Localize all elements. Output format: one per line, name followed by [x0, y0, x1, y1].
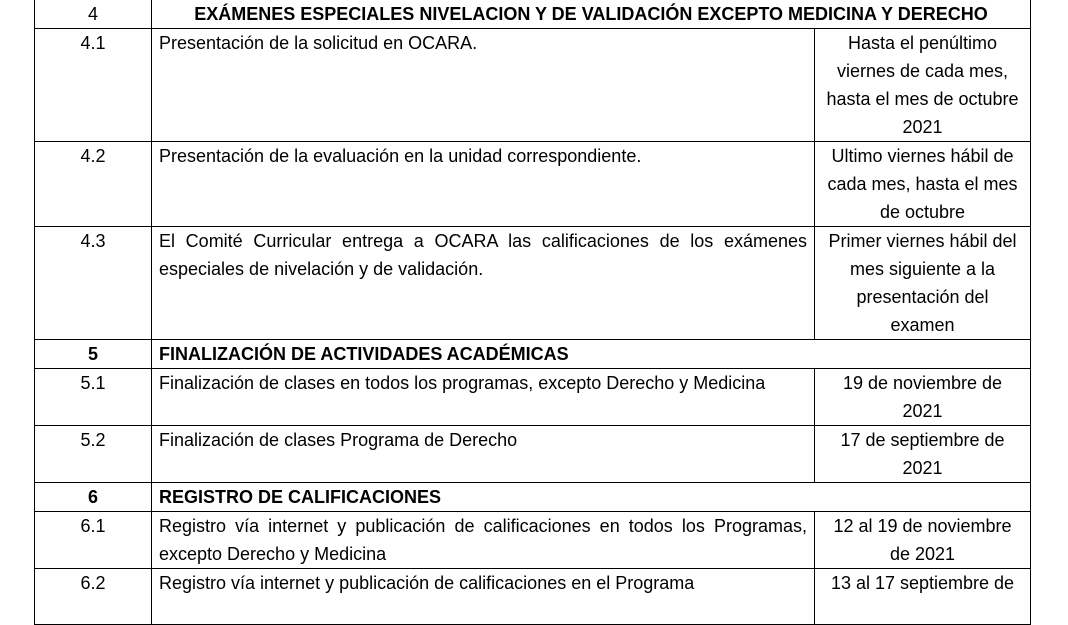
section-row-6 [35, 483, 1031, 512]
calendar-table-page [34, 0, 1030, 625]
item-number: 4.3 [35, 227, 152, 340]
item-date: Primer viernes hábil del mes siguiente a la presentación del examen [815, 227, 1031, 340]
item-description: Registro vía internet y publicación de calificaciones en el Programa [152, 569, 815, 625]
table-row-6-2 [35, 569, 1031, 625]
item-number: 4.2 [35, 142, 152, 227]
item-date: 12 al 19 de noviembre de 2021 [815, 512, 1031, 569]
section-number: 4 [35, 0, 152, 29]
item-number: 6.2 [35, 569, 152, 625]
item-date: Hasta el penúltimo viernes de cada mes, hasta el mes de octubre 2021 [815, 29, 1031, 142]
item-description: Registro vía internet y publicación de calificaciones en todos los Programas, excepto Derecho y Medicina [152, 512, 815, 569]
section-number: 5 [35, 340, 152, 369]
table-row-5-2 [35, 426, 1031, 483]
academic-calendar-table [34, 0, 1031, 625]
item-description: El Comité Curricular entrega a OCARA las calificaciones de los exámenes especiales de nivelación y de validación. [152, 227, 815, 340]
item-number: 6.1 [35, 512, 152, 569]
section-row-4 [35, 0, 1031, 29]
item-date: 19 de noviembre de 2021 [815, 369, 1031, 426]
item-description: Presentación de la solicitud en OCARA. [152, 29, 815, 142]
item-number: 5.2 [35, 426, 152, 483]
section-title: EXÁMENES ESPECIALES NIVELACION Y DE VALIDACIÓN EXCEPTO MEDICINA Y DERECHO [152, 0, 1031, 29]
table-row-6-1 [35, 512, 1031, 569]
section-title: REGISTRO DE CALIFICACIONES [152, 483, 1031, 512]
item-date: Ultimo viernes hábil de cada mes, hasta el mes de octubre [815, 142, 1031, 227]
table-row-4-1 [35, 29, 1031, 142]
item-number: 4.1 [35, 29, 152, 142]
section-row-5 [35, 340, 1031, 369]
section-number: 6 [35, 483, 152, 512]
item-description: Presentación de la evaluación en la unidad correspondiente. [152, 142, 815, 227]
section-title: FINALIZACIÓN DE ACTIVIDADES ACADÉMICAS [152, 340, 1031, 369]
item-date: 17 de septiembre de 2021 [815, 426, 1031, 483]
item-date: 13 al 17 septiembre de [815, 569, 1031, 625]
item-number: 5.1 [35, 369, 152, 426]
table-row-5-1 [35, 369, 1031, 426]
table-row-4-2 [35, 142, 1031, 227]
table-row-4-3 [35, 227, 1031, 340]
item-description: Finalización de clases Programa de Derecho [152, 426, 815, 483]
item-description: Finalización de clases en todos los programas, excepto Derecho y Medicina [152, 369, 815, 426]
